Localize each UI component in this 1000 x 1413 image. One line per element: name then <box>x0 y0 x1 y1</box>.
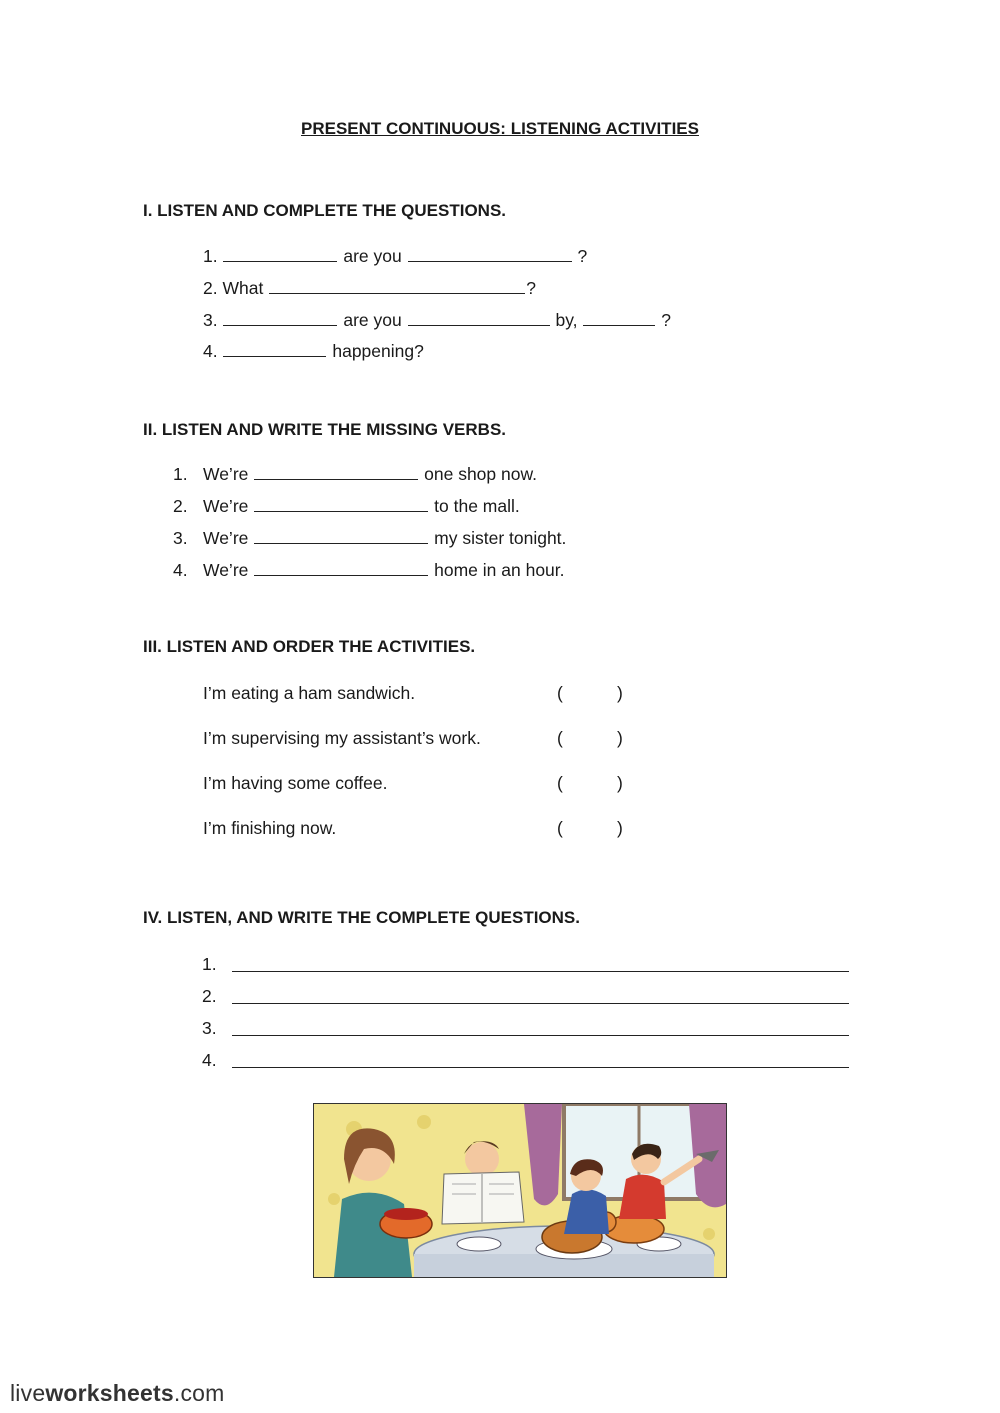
answer-blank[interactable] <box>223 341 326 357</box>
page-title: PRESENT CONTINUOUS: LISTENING ACTIVITIES <box>301 119 699 138</box>
answer-line[interactable] <box>232 971 849 972</box>
answer-blank[interactable] <box>583 310 655 326</box>
logo-text-suffix: .com <box>173 1380 225 1406</box>
item-text: my sister tonight. <box>434 528 567 548</box>
item-text: We’re <box>203 496 249 516</box>
answer-line[interactable] <box>232 1003 849 1004</box>
item-number: 1. <box>203 246 218 266</box>
order-answer-box[interactable] <box>572 770 612 794</box>
answer-line[interactable] <box>232 1067 849 1068</box>
item-text: are you <box>343 310 402 330</box>
item-number: 3. <box>202 1018 217 1038</box>
item-text: ? <box>526 278 536 298</box>
answer-line[interactable] <box>232 1035 849 1036</box>
answer-blank[interactable] <box>408 246 572 262</box>
item-number: 2. <box>203 278 218 298</box>
activity-text: I’m having some coffee. <box>203 773 388 793</box>
item-number: 4. <box>202 1050 217 1070</box>
order-open-paren: ( <box>557 728 563 748</box>
item-number: 3. <box>203 310 218 330</box>
section-1-item-4 <box>203 341 424 362</box>
activity-text: I’m supervising my assistant’s work. <box>203 728 481 748</box>
order-answer-box[interactable] <box>572 815 612 839</box>
item-number: 2. <box>173 496 188 516</box>
family-dinner-illustration <box>313 1103 727 1278</box>
answer-blank[interactable] <box>223 310 337 326</box>
answer-blank[interactable] <box>223 246 337 262</box>
family-dinner-illustration-svg <box>314 1104 726 1277</box>
section-2-item-1 <box>173 464 537 485</box>
answer-blank[interactable] <box>254 528 428 544</box>
answer-blank[interactable] <box>254 464 418 480</box>
order-close-paren: ) <box>617 683 623 703</box>
item-text: home in an hour. <box>434 560 565 580</box>
section-2-item-3 <box>173 528 566 549</box>
item-text: by, <box>555 310 578 330</box>
item-text: happening? <box>332 341 424 361</box>
item-text: to the mall. <box>434 496 520 516</box>
item-text: ? <box>577 246 588 266</box>
item-text: We’re <box>203 464 249 484</box>
section-1-heading: I. LISTEN AND COMPLETE THE QUESTIONS. <box>143 201 507 220</box>
item-text: We’re <box>203 560 249 580</box>
section-1-item-2 <box>203 278 536 299</box>
order-close-paren: ) <box>617 773 623 793</box>
item-number: 2. <box>202 986 217 1006</box>
answer-blank[interactable] <box>408 310 550 326</box>
logo-text-light: live <box>10 1380 46 1406</box>
order-answer-box[interactable] <box>572 725 612 749</box>
order-open-paren: ( <box>557 818 563 838</box>
item-text: What <box>222 278 264 298</box>
activity-text: I’m eating a ham sandwich. <box>203 683 416 703</box>
item-number: 1. <box>173 464 188 484</box>
item-text: are you <box>343 246 402 266</box>
answer-blank[interactable] <box>254 560 428 576</box>
item-text: We’re <box>203 528 249 548</box>
item-number: 4. <box>203 341 218 361</box>
item-number: 3. <box>173 528 188 548</box>
answer-blank[interactable] <box>254 496 428 512</box>
section-2-item-2 <box>173 496 520 517</box>
item-number: 4. <box>173 560 188 580</box>
order-close-paren: ) <box>617 818 623 838</box>
section-1-item-1 <box>203 246 587 267</box>
section-4-heading: IV. LISTEN, AND WRITE THE COMPLETE QUESTIONS. <box>143 908 580 927</box>
section-1-item-3 <box>203 310 671 331</box>
order-open-paren: ( <box>557 683 563 703</box>
item-number: 1. <box>202 954 217 974</box>
order-open-paren: ( <box>557 773 563 793</box>
section-3-heading: III. LISTEN AND ORDER THE ACTIVITIES. <box>143 637 476 656</box>
section-2-item-4 <box>173 560 565 581</box>
item-text: ? <box>661 310 672 330</box>
liveworksheets-logo <box>10 1380 225 1407</box>
order-answer-box[interactable] <box>572 680 612 704</box>
activity-text: I’m finishing now. <box>203 818 337 838</box>
section-2-heading: II. LISTEN AND WRITE THE MISSING VERBS. <box>143 420 507 439</box>
order-close-paren: ) <box>617 728 623 748</box>
item-text: one shop now. <box>424 464 538 484</box>
logo-text-bold: worksheets <box>45 1380 174 1406</box>
answer-blank[interactable] <box>269 278 525 294</box>
